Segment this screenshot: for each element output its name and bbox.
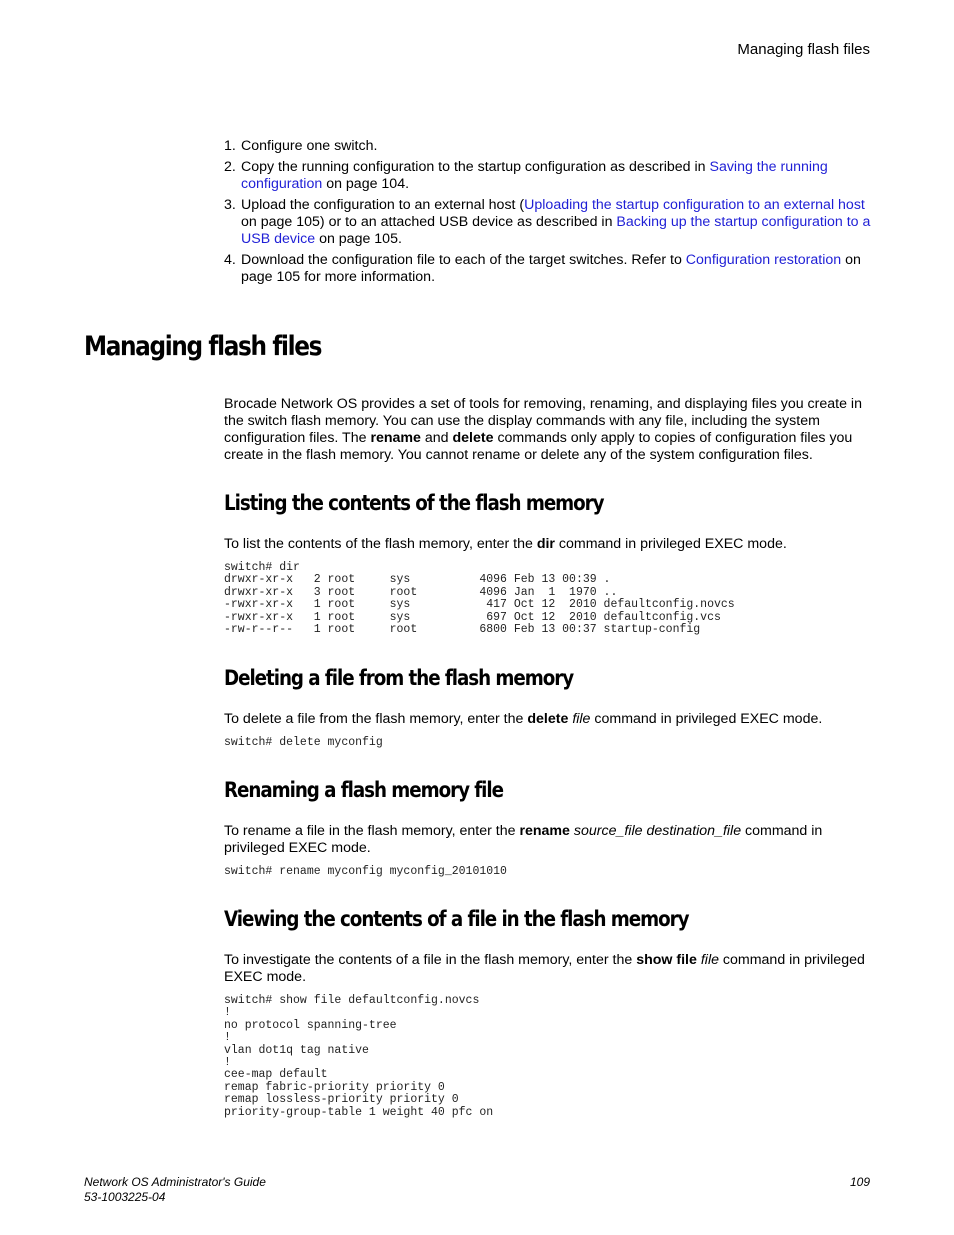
viewing-paragraph <box>224 952 874 986</box>
command-keyword: rename <box>519 823 570 839</box>
cross-reference-link[interactable]: Saving the running configuration <box>241 159 828 192</box>
command-argument: file <box>572 711 591 727</box>
text-run: command in privileged EXEC mode. <box>224 823 823 856</box>
command-keyword: show file <box>636 952 697 968</box>
text-run: Copy the running configuration to the startup configuration as described in <box>241 159 710 175</box>
footer-doc-number: 53-1003225-04 <box>84 1190 166 1204</box>
step-number: 2. <box>224 159 236 175</box>
footer-doc-title: Network OS Administrator's Guide <box>84 1175 266 1189</box>
step-number: 4. <box>224 252 236 268</box>
procedure-steps <box>224 138 874 290</box>
text-run: To investigate the contents of a file in the flash memory, enter the <box>224 952 637 968</box>
renaming-paragraph <box>224 823 874 857</box>
text-run: on page 105. <box>315 231 402 247</box>
cross-reference-link[interactable]: Configuration restoration <box>685 252 842 268</box>
step-item <box>224 159 874 193</box>
command-keyword: dir <box>536 536 555 552</box>
text-run: command in privileged EXEC mode. <box>590 711 823 727</box>
code-block-delete: switch# delete myconfig <box>224 736 383 749</box>
code-block-dir: switch# dir drwxr-xr-x 2 root sys 4096 Feb 13 00:39 . drwxr-xr-x 3 root root 4096 Jan 1 1970 .. -rwxr-xr-x 1 root sys 417 Oct 12 2010 defaultconfig.novcs -rwxr-xr-x 1 root sys 697 Oct 12 2010 defaultconfig.vcs -rw-r--r-- 1 root root 6800 Feb 13 00:37 startup-config <box>224 561 735 637</box>
section-heading-renaming: Renaming a flash memory file <box>224 778 503 802</box>
text-run: and <box>420 430 453 446</box>
cross-reference-link[interactable]: Backing up the startup configuration to a USB device <box>241 214 871 247</box>
footer-page-number: 109 <box>849 1175 870 1189</box>
text-run: Brocade Network OS provides a set of tools for removing, renaming, and displaying files you create in the switch flash memory. You can use the display commands with any file, including the system configuration files. The <box>224 396 862 446</box>
step-item <box>224 138 874 155</box>
cross-reference-link[interactable]: Uploading the startup configuration to an external host <box>524 197 865 213</box>
text-run: command in privileged EXEC mode. <box>224 952 865 985</box>
step-number: 1. <box>224 138 236 154</box>
text-run: on page 105 for more information. <box>241 252 861 285</box>
running-header: Managing flash files <box>737 41 870 58</box>
intro-paragraph <box>224 396 874 464</box>
step-item <box>224 252 874 286</box>
code-block-show-file: switch# show file defaultconfig.novcs ! no protocol spanning-tree ! vlan dot1q tag native ! cee-map default remap fabric-priority priority 0 remap lossless-priority priority 0 priority-group-table 1 weight 40 pfc on <box>224 994 494 1119</box>
section-heading-deleting: Deleting a file from the flash memory <box>224 666 574 690</box>
text-run: To rename a file in the flash memory, enter the <box>224 823 520 839</box>
command-keyword: delete <box>452 430 494 446</box>
section-heading-listing: Listing the contents of the flash memory <box>224 491 604 515</box>
command-argument: file <box>700 952 719 968</box>
step-item <box>224 197 874 248</box>
text-run: To list the contents of the flash memory, enter the <box>224 536 537 552</box>
code-block-rename: switch# rename myconfig myconfig_20101010 <box>224 865 507 878</box>
text-run: command in privileged EXEC mode. <box>554 536 787 552</box>
step-number: 3. <box>224 197 236 213</box>
text-run: Configure one switch. <box>241 138 378 154</box>
text-run: Upload the configuration to an external host ( <box>241 197 525 213</box>
text-run: commands only apply to copies of configuration files you create in the flash memory. You cannot rename or delete any of the system configuration files. <box>224 430 853 463</box>
command-keyword: delete <box>527 711 569 727</box>
footer-left <box>84 1175 266 1205</box>
command-keyword: rename <box>370 430 421 446</box>
section-heading-viewing: Viewing the contents of a file in the flash memory <box>224 907 689 931</box>
text-run: on page 104. <box>322 176 410 192</box>
text-run: To delete a file from the flash memory, enter the <box>224 711 528 727</box>
text-run: on page 105) or to an attached USB device as described in <box>241 214 617 230</box>
command-argument: source_file destination_file <box>573 823 742 839</box>
listing-paragraph <box>224 536 874 553</box>
page-title: Managing flash files <box>84 331 322 362</box>
deleting-paragraph <box>224 711 874 728</box>
text-run: Download the configuration file to each of the target switches. Refer to <box>241 252 686 268</box>
